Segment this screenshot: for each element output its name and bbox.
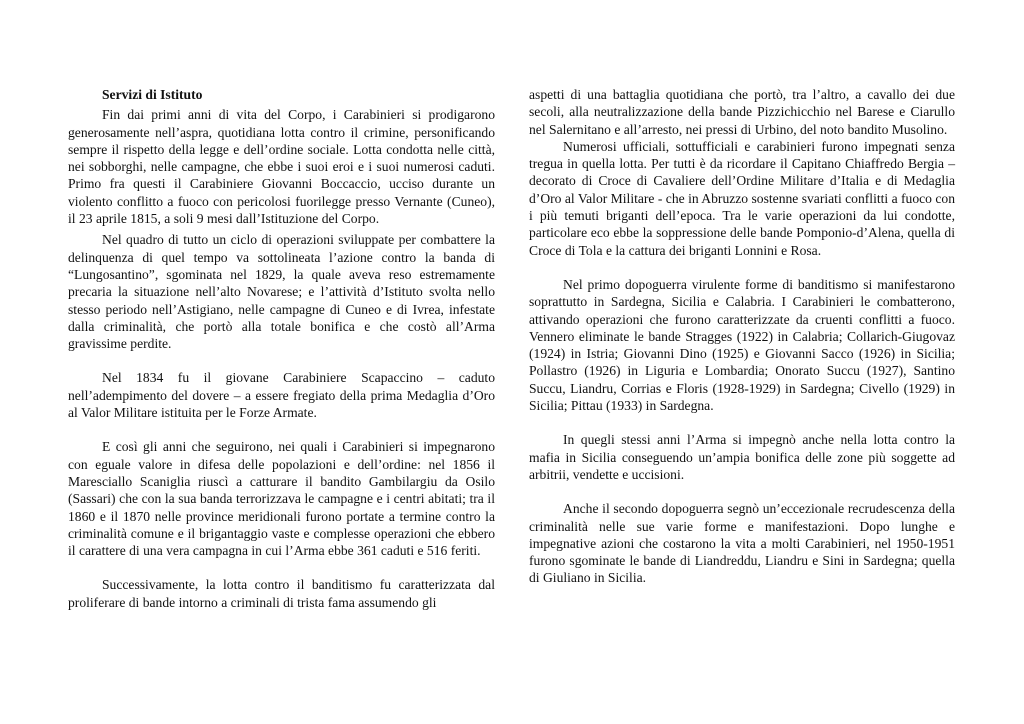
paragraph: aspetti di una battaglia quotidiana che portò, tra l’altro, a cavallo dei due secoli, alla neutralizzazione della bande Pizzichicchio nel Barese e Ciarullo nel Salernitano e all’arresto, nei pressi di Urbino, del noto bandito Musolino. <box>529 87 955 137</box>
paragraph: Anche il secondo dopoguerra segnò un’eccezionale recrudescenza della criminalità nelle sue varie forme e manifestazioni. Dopo lunghe e impegnative azioni che costarono la vita a molti Carabinieri, nel 1950-1951 furono sgominate le bande di Liandreddu, Liandru e Sini in Sardegna; quella di Giuliano in Sicilia. <box>529 501 955 586</box>
left-column <box>68 86 495 611</box>
paragraph: Numerosi ufficiali, sottufficiali e carabinieri furono impegnati senza tregua in quella lotta. Per tutti è da ricordare il Capitano Chiaffredo Bergia – decorato di Croce di Cavaliere dell’Ordine Militare d’Italia e di Medaglia d’Oro al Valor Militare - che in Abruzzo sostenne svariati conflitti a fuoco con i più temuti briganti dell’epoca. Tra le varie operazioni da lui condotte, particolare eco ebbe la soppressione delle bande Pomponio-d’Alena, quella di Croce di Tola e la cattura dei briganti Lonnini e Rosa. <box>529 138 955 258</box>
paragraph: Nel primo dopoguerra virulente forme di banditismo si manifestarono soprattutto in Sardegna, Sicilia e Calabria. I Carabinieri le combatterono, attivando operazioni che furono caratterizzate da cruenti conflitti a fuoco. Vennero eliminate le bande Stragges (1922) in Calabria; Collarich-Giugovaz (1924) in Istria; Giovanni Dino (1925) e Giovanni Sacco (1926) in Sicilia; Pollastro (1926) in Liguria e Lombardia; Onorato Succu (1927), Santino Succu, Liandru, Corrias e Floris (1928-1929) in Sardegna; Civello (1929) in Sicilia; Pittau (1933) in Sardegna. <box>529 276 955 414</box>
paragraph: Fin dai primi anni di vita del Corpo, i Carabinieri si prodigarono generosamente nell’aspra, quotidiana lotta contro il crimine, personificando sempre il rispetto della legge e dell’ordine sociale. Lotta condotta nelle città, nei sobborghi, nelle campagne, che ebbe i suoi eroi e i suoi numerosi caduti. Primo fra questi il Carabiniere Giovanni Boccaccio, ucciso durante un violento conflitto a fuoco con pericolosi fuorilegge presso Vernante (Cuneo), il 23 aprile 1815, a soli 9 mesi dall’Istituzione del Corpo. <box>68 107 495 227</box>
paragraph: Nel 1834 fu il giovane Carabiniere Scapaccino – caduto nell’adempimento del dovere – a essere fregiato della prima Medaglia d’Oro al Valor Militare istituita per le Forze Armate. <box>68 370 495 421</box>
section-heading: Servizi di Istituto <box>102 87 203 102</box>
paragraph: Nel quadro di tutto un ciclo di operazioni sviluppate per combattere la delinquenza di quel tempo va sottolineata l’azione contro la banda di “Lungosantino”, sgominata nel 1829, la quale aveva reso estremamente precaria la situazione nell’alto Novarese; e l’attività d’Istituto svolta nello stesso periodo nell’Astigiano, nelle campagne di Cuneo e di Ivrea, infestate dalla criminalità, che portò alla totale bonifica e che costò all’Arma gravissime perdite. <box>68 232 495 352</box>
paragraph: Successivamente, la lotta contro il banditismo fu caratterizzata dal proliferare di bande intorno a criminali di trista fama assumendo gli <box>68 577 495 610</box>
right-column <box>529 86 955 587</box>
paragraph: E così gli anni che seguirono, nei quali i Carabinieri si impegnarono con eguale valore in difesa delle popolazioni e dell’ordine: nel 1856 il Maresciallo Scaniglia riuscì a catturare il bandito Gambilargiu da Osilo (Sassari) che con la sua banda terrorizzava le campagne e i centri abitati; tra il 1860 e il 1870 nelle province meridionali furono portate a termine contro la criminalità comune e il brigantaggio vaste e complesse operazioni che ebbero il carattere di una vera campagna in cui l’Arma ebbe 361 caduti e 516 feriti. <box>68 439 495 559</box>
paragraph: In quegli stessi anni l’Arma si impegnò anche nella lotta contro la mafia in Sicilia conseguendo un’ampia bonifica delle zone più soggette ad arbitrii, vendette e uccisioni. <box>529 432 955 482</box>
